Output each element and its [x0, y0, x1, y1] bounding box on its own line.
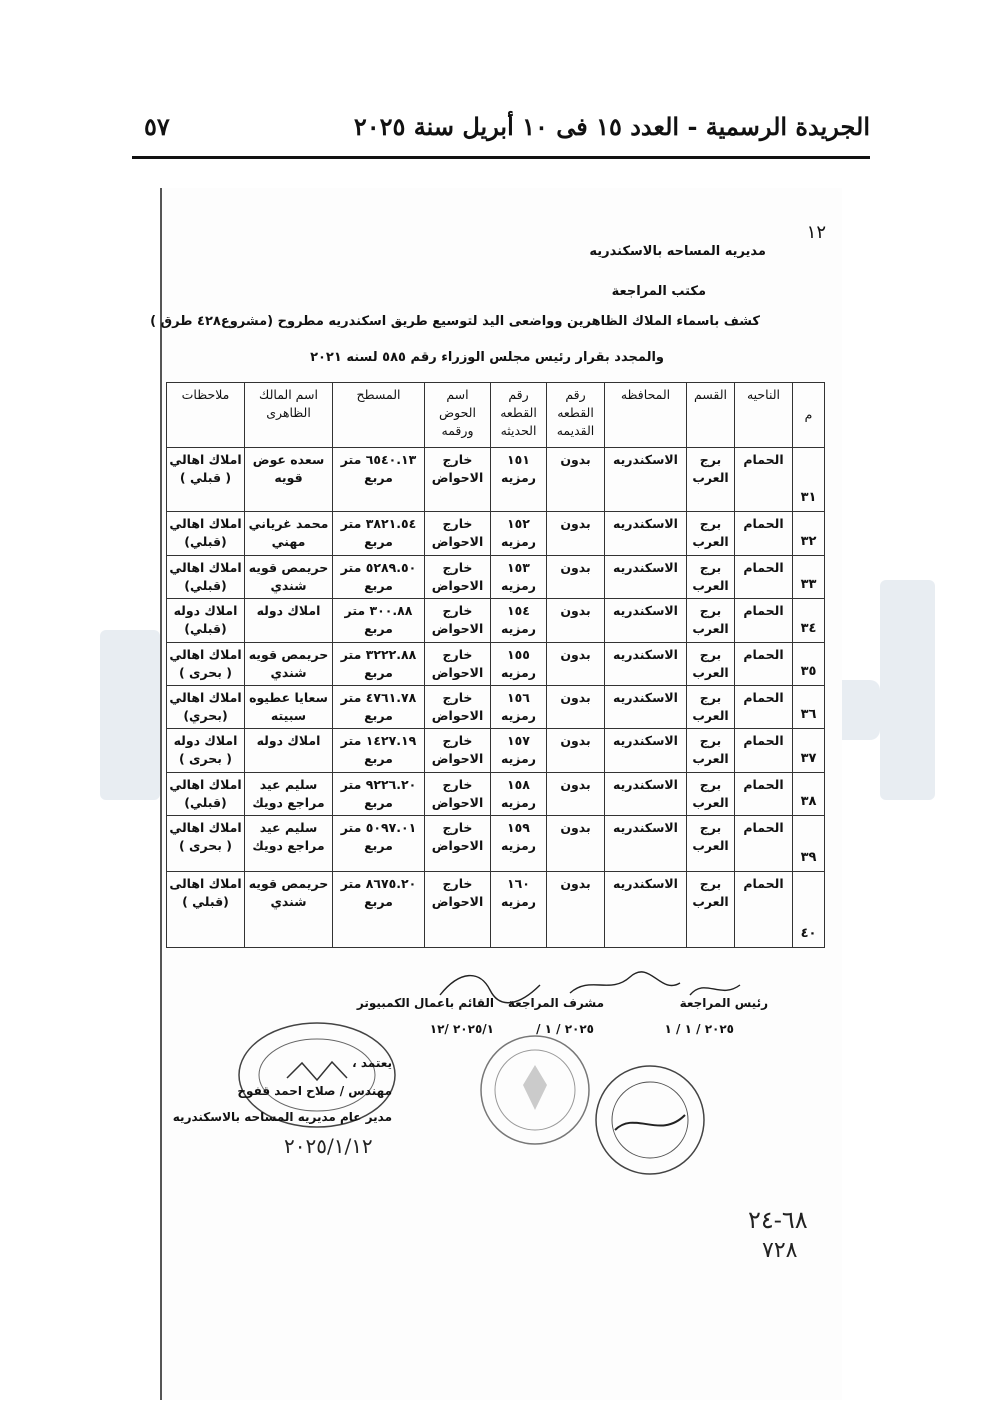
- table-cell-owner: سليم عيد مراجع دويك: [245, 816, 333, 872]
- column-header: القسم: [687, 383, 735, 448]
- table-cell-m: ٣٨: [793, 773, 825, 816]
- table-cell-old: بدون: [547, 448, 605, 512]
- table-cell-hawd: خارج الاحواض: [425, 773, 491, 816]
- table-cell-new: ١٥٣ رمزيه: [491, 556, 547, 599]
- table-cell-m: ٣٦: [793, 685, 825, 728]
- owners-table: [166, 382, 825, 948]
- table-cell-owner: املاك دوله: [245, 599, 333, 642]
- table-row: [167, 642, 825, 685]
- table-header-row: [167, 383, 825, 448]
- head-review-label: رئيس المراجعة: [679, 996, 768, 1010]
- table-cell-old: بدون: [547, 729, 605, 773]
- gazette-title: الجريدة الرسمية - العدد ١٥ فى ١٠ أبريل سنة ٢٠٢٥: [353, 112, 870, 141]
- table-row: [167, 556, 825, 599]
- table-cell-owner: حريمص قويه شندي: [245, 642, 333, 685]
- table-cell-qism: برج العرب: [687, 448, 735, 512]
- table-cell-nahia: الحمام: [735, 556, 793, 599]
- table-cell-hawd: خارج الاحواض: [425, 448, 491, 512]
- table-cell-gov: الاسكندريه: [605, 642, 687, 685]
- table-cell-area: ٨٦٧٥.٢٠ متر مربع: [333, 872, 425, 948]
- table-cell-gov: الاسكندريه: [605, 512, 687, 556]
- table-cell-nahia: الحمام: [735, 448, 793, 512]
- table-cell-area: ٦٥٤٠.١٣ متر مربع: [333, 448, 425, 512]
- table-cell-m: ٣٩: [793, 816, 825, 872]
- table-cell-new: ١٥٤ رمزيه: [491, 599, 547, 642]
- computer-operator-label: القائم باعمال الكمبيوتر: [356, 996, 494, 1010]
- column-header: اسم الحوض ورقمه: [425, 383, 491, 448]
- table-cell-owner: سعايا عطيوه سبيته: [245, 685, 333, 728]
- table-cell-qism: برج العرب: [687, 685, 735, 728]
- table-cell-new: ١٥١ رمزيه: [491, 448, 547, 512]
- corner-mark: ١٢: [806, 222, 826, 243]
- final-handwritten-date: ٢٠٢٥/١/١٢: [284, 1134, 373, 1158]
- table-row: [167, 816, 825, 872]
- table-cell-m: ٣٢: [793, 512, 825, 556]
- table-cell-gov: الاسكندريه: [605, 729, 687, 773]
- subject-line-1: كشف باسماء الملاك الظاهرين وواضعى اليد لتوسيع طريق اسكندريه مطروح (مشروع٤٢٨ طرق ): [150, 314, 760, 329]
- director-title: مدير عام مديريه المساحه بالاسكندريه: [172, 1110, 392, 1124]
- column-header: الناحيه: [735, 383, 793, 448]
- table-cell-new: ١٥٢ رمزيه: [491, 512, 547, 556]
- table-cell-hawd: خارج الاحواض: [425, 816, 491, 872]
- table-cell-new: ١٥٨ رمزيه: [491, 773, 547, 816]
- table-cell-notes: املاك اهالي ( بحرى ): [167, 642, 245, 685]
- table-cell-old: بدون: [547, 685, 605, 728]
- table-cell-nahia: الحمام: [735, 642, 793, 685]
- table-row: [167, 512, 825, 556]
- table-cell-owner: حريمص قويه شندي: [245, 872, 333, 948]
- table-cell-nahia: الحمام: [735, 685, 793, 728]
- table-cell-gov: الاسكندريه: [605, 685, 687, 728]
- table-cell-m: ٣١: [793, 448, 825, 512]
- table-cell-notes: املاك اهالى (قبلي ): [167, 872, 245, 948]
- table-cell-old: بدون: [547, 816, 605, 872]
- table-cell-gov: الاسكندريه: [605, 448, 687, 512]
- engineer-name: مهندس / صلاح احمد قفوح: [237, 1084, 392, 1098]
- table-cell-owner: سليم عيد مراجع دويك: [245, 773, 333, 816]
- table-cell-qism: برج العرب: [687, 642, 735, 685]
- table-cell-gov: الاسكندريه: [605, 816, 687, 872]
- table-cell-area: ٥٢٨٩.٥٠ متر مربع: [333, 556, 425, 599]
- table-cell-area: ٥٠٩٧.٠١ متر مربع: [333, 816, 425, 872]
- column-header: رقم القطعه الحديثه: [491, 383, 547, 448]
- table-cell-notes: املاك اهالي (بحري): [167, 685, 245, 728]
- table-cell-old: بدون: [547, 872, 605, 948]
- approve-label: يعتمد ،: [352, 1056, 392, 1070]
- table-cell-nahia: الحمام: [735, 512, 793, 556]
- table-cell-hawd: خارج الاحواض: [425, 642, 491, 685]
- supervisor-date: ٢٠٢٥ / ١ /: [536, 1022, 594, 1036]
- table-cell-gov: الاسكندريه: [605, 773, 687, 816]
- table-cell-m: ٤٠: [793, 872, 825, 948]
- table-cell-qism: برج العرب: [687, 512, 735, 556]
- table-cell-area: ٩٢٢٦.٢٠ متر مربع: [333, 773, 425, 816]
- table-cell-hawd: خارج الاحواض: [425, 685, 491, 728]
- table-cell-nahia: الحمام: [735, 872, 793, 948]
- handwritten-note-1: ٦٨-٢٤: [748, 1206, 808, 1234]
- table-cell-notes: املاك دوله (قبلي): [167, 599, 245, 642]
- table-cell-new: ١٥٥ رمزيه: [491, 642, 547, 685]
- table-cell-m: ٣٧: [793, 729, 825, 773]
- table-cell-nahia: الحمام: [735, 599, 793, 642]
- table-row: [167, 773, 825, 816]
- table-cell-notes: املاك اهالي (قبلي): [167, 512, 245, 556]
- table-cell-gov: الاسكندريه: [605, 599, 687, 642]
- table-cell-owner: سعده عوض قويه: [245, 448, 333, 512]
- gazette-header: [132, 112, 870, 159]
- office-name: مكتب المراجعة: [611, 284, 706, 299]
- table-cell-nahia: الحمام: [735, 729, 793, 773]
- table-cell-qism: برج العرب: [687, 773, 735, 816]
- column-header: رقم القطعه القديمه: [547, 383, 605, 448]
- table-cell-hawd: خارج الاحواض: [425, 556, 491, 599]
- table-row: [167, 729, 825, 773]
- table-cell-qism: برج العرب: [687, 599, 735, 642]
- operator-date: ٢٠٢٥/١ /١٢: [429, 1022, 494, 1036]
- table-cell-old: بدون: [547, 599, 605, 642]
- table-cell-notes: املاك اهالي (قبلي): [167, 556, 245, 599]
- table-cell-area: ٣٠٠.٨٨ متر مربع: [333, 599, 425, 642]
- table-cell-nahia: الحمام: [735, 773, 793, 816]
- table-cell-hawd: خارج الاحواض: [425, 599, 491, 642]
- column-header: المحافظه: [605, 383, 687, 448]
- table-cell-nahia: الحمام: [735, 816, 793, 872]
- table-row: [167, 685, 825, 728]
- subject-line-2: والمجدد بقرار رئيس مجلس الوزراء رقم ٥٨٥ لسنه ٢٠٢١: [310, 350, 664, 365]
- directorate-name: مديريه المساحه بالاسكندريه: [589, 244, 766, 259]
- review-supervisor-label: مشرف المراجعة: [507, 996, 604, 1010]
- table-cell-new: ١٥٩ رمزيه: [491, 816, 547, 872]
- table-cell-area: ٤٧٦١.٧٨ متر مربع: [333, 685, 425, 728]
- table-cell-new: ١٦٠ رمزيه: [491, 872, 547, 948]
- table-cell-notes: املاك اهالي ( قبلي ): [167, 448, 245, 512]
- column-header: ملاحظات: [167, 383, 245, 448]
- handwritten-note-2: ٧٢٨: [762, 1238, 798, 1263]
- table-cell-gov: الاسكندريه: [605, 872, 687, 948]
- table-row: [167, 448, 825, 512]
- table-cell-old: بدون: [547, 773, 605, 816]
- table-cell-gov: الاسكندريه: [605, 556, 687, 599]
- table-cell-owner: محمد غرياني مهني: [245, 512, 333, 556]
- table-row: [167, 599, 825, 642]
- eagle-seal: [475, 1030, 595, 1150]
- table-cell-qism: برج العرب: [687, 729, 735, 773]
- table-cell-hawd: خارج الاحواض: [425, 512, 491, 556]
- table-cell-notes: املاك اهالي ( بحرى ): [167, 816, 245, 872]
- column-header: اسم المالك الظاهرى: [245, 383, 333, 448]
- table-cell-new: ١٥٦ رمزيه: [491, 685, 547, 728]
- table-body: [167, 448, 825, 948]
- head-review-date: ٢٠٢٥ / ١ / ١: [664, 1022, 734, 1036]
- table-cell-qism: برج العرب: [687, 872, 735, 948]
- table-cell-old: بدون: [547, 642, 605, 685]
- table-cell-area: ٣٢٢٢.٨٨ متر مربع: [333, 642, 425, 685]
- column-header: م: [793, 383, 825, 448]
- table-cell-m: ٣٥: [793, 642, 825, 685]
- table-cell-qism: برج العرب: [687, 556, 735, 599]
- table-cell-old: بدون: [547, 512, 605, 556]
- table-cell-area: ١٤٢٧.١٩ متر مربع: [333, 729, 425, 773]
- table-cell-m: ٣٤: [793, 599, 825, 642]
- table-cell-area: ٣٨٢١.٥٤ متر مربع: [333, 512, 425, 556]
- page-number: ٥٧: [144, 112, 170, 141]
- table-cell-notes: املاك اهالي (قبلي): [167, 773, 245, 816]
- column-header: المسطح: [333, 383, 425, 448]
- table-cell-notes: املاك دوله ( بحرى ): [167, 729, 245, 773]
- table-cell-old: بدون: [547, 556, 605, 599]
- table-cell-owner: حريمص قويه شندي: [245, 556, 333, 599]
- table-cell-qism: برج العرب: [687, 816, 735, 872]
- table-cell-new: ١٥٧ رمزيه: [491, 729, 547, 773]
- table-cell-owner: املاك دوله: [245, 729, 333, 773]
- table-cell-m: ٣٣: [793, 556, 825, 599]
- table-cell-hawd: خارج الاحواض: [425, 729, 491, 773]
- table-row: [167, 872, 825, 948]
- table-cell-hawd: خارج الاحواض: [425, 872, 491, 948]
- round-stamp-right: [590, 1060, 710, 1180]
